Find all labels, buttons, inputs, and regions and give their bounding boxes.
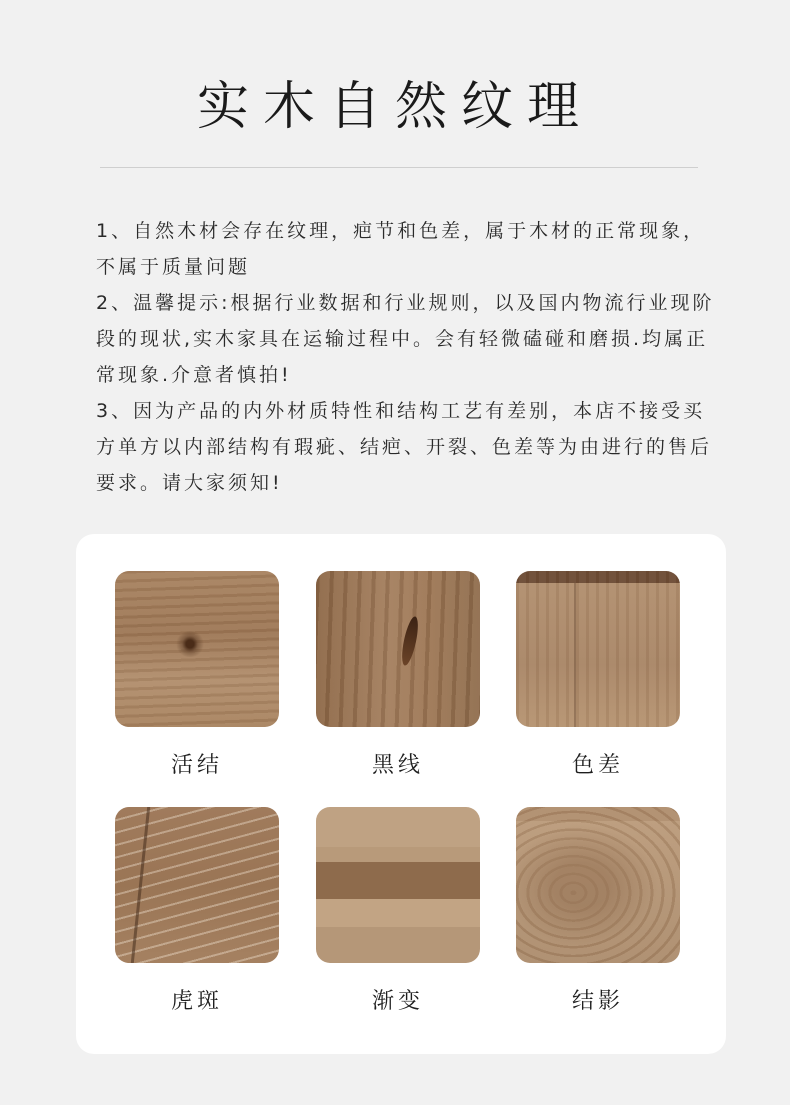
sample-black-line xyxy=(316,571,480,781)
sample-label: 色差 xyxy=(571,753,624,778)
wood-sample-image xyxy=(316,807,480,963)
sample-label: 渐变 xyxy=(371,989,424,1014)
sample-live-knot xyxy=(115,571,279,781)
sample-label: 黑线 xyxy=(371,753,424,778)
sample-label: 活结 xyxy=(170,753,223,778)
page-title: 实木自然纹理 xyxy=(196,77,593,137)
wood-sample-image xyxy=(516,807,680,963)
sample-tiger-stripe xyxy=(115,807,279,1017)
sample-gradient xyxy=(316,807,480,1017)
note-2: 2、温馨提示:根据行业数据和行业规则，以及国内物流行业现阶段的现状,实木家具在运输过程中。会有轻微磕碰和磨损.均属正常现象.介意者慎拍! xyxy=(96,292,715,386)
wood-sample-image xyxy=(516,571,680,727)
sample-color-difference xyxy=(516,571,680,781)
sample-label: 虎斑 xyxy=(170,989,223,1014)
wood-sample-image xyxy=(316,571,480,727)
sample-label: 结影 xyxy=(571,989,624,1014)
sample-knot-shadow xyxy=(516,807,680,1017)
notes-section xyxy=(96,213,716,501)
note-1: 1、自然木材会存在纹理，疤节和色差，属于木材的正常现象，不属于质量问题 xyxy=(96,220,706,278)
wood-samples-panel xyxy=(76,534,726,1054)
wood-sample-image xyxy=(115,571,279,727)
wood-sample-image xyxy=(115,807,279,963)
title-divider xyxy=(100,167,698,168)
note-3: 3、因为产品的内外材质特性和结构工艺有差别，本店不接受买方单方以内部结构有瑕疵、结疤、开裂、色差等为由进行的售后要求。请大家须知! xyxy=(96,400,713,494)
